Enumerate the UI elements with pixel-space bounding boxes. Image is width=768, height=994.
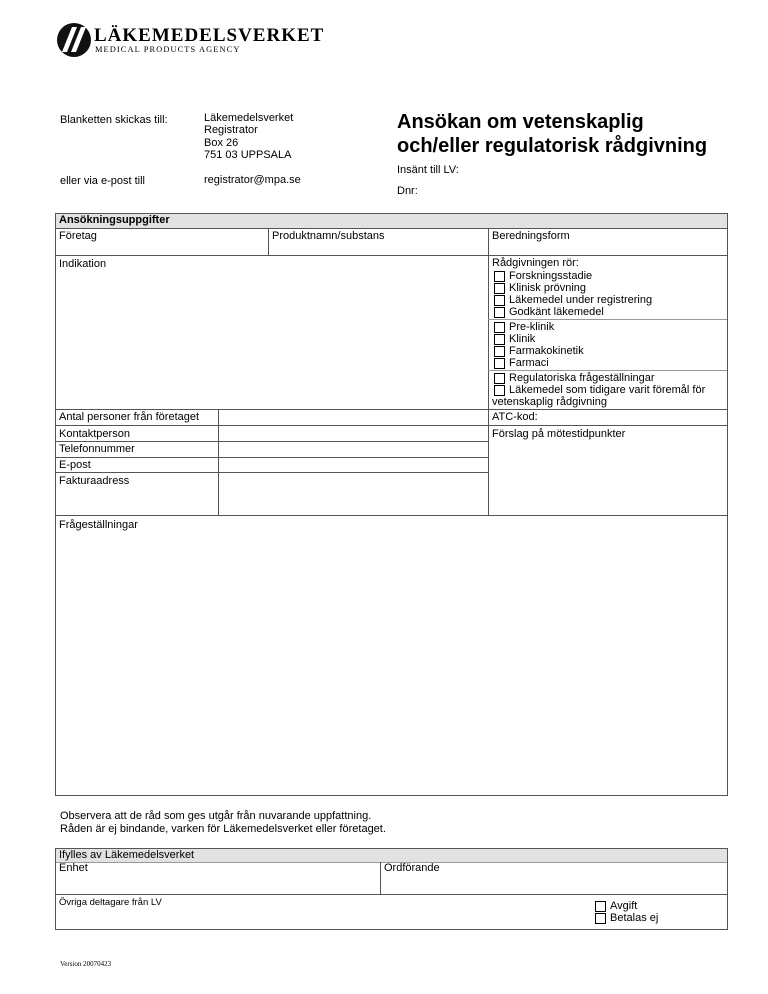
- disclaimer-notice: [60, 810, 386, 835]
- area-checkbox[interactable]: [494, 334, 505, 345]
- fee-checkbox[interactable]: [595, 901, 606, 912]
- stage-option-label: Forskningsstadie: [509, 270, 593, 282]
- other-participants-field[interactable]: Övriga deltagare från LV: [59, 897, 162, 908]
- previous-advice-checkbox[interactable]: [494, 385, 505, 396]
- regulatory-option-label: Regulatoriska frågeställningar: [509, 372, 655, 384]
- agency-name: LÄKEMEDELSVERKET: [94, 25, 325, 46]
- num-persons-input[interactable]: [219, 410, 487, 425]
- no-fee-checkbox[interactable]: [595, 913, 606, 924]
- recipient-address: [204, 112, 293, 162]
- area-checkbox[interactable]: [494, 322, 505, 333]
- meeting-proposal-field[interactable]: Förslag på mötestidpunkter: [492, 428, 626, 440]
- area-checkbox[interactable]: [494, 358, 505, 369]
- area-option-label: Farmaci: [509, 357, 549, 369]
- num-persons-label: Antal personer från företaget: [59, 411, 200, 423]
- stage-option-label: Godkänt läkemedel: [509, 306, 604, 318]
- send-to-label: Blanketten skickas till:: [60, 114, 168, 126]
- agency-logo: [56, 22, 325, 58]
- product-field[interactable]: Produktnamn/substans: [272, 230, 385, 242]
- recipient-line: Registrator: [204, 124, 258, 137]
- area-checkbox[interactable]: [494, 346, 505, 357]
- area-option-label: Pre-klinik: [509, 321, 555, 333]
- dnr-label: Dnr:: [397, 185, 418, 197]
- stage-checkbox[interactable]: [494, 295, 505, 306]
- received-label: Insänt till LV:: [397, 164, 459, 176]
- recipient-line: Läkemedelsverket: [204, 112, 294, 124]
- internal-section-title: Ifylles av Läkemedelsverket: [59, 849, 195, 861]
- fee-option-label: Avgift: [610, 900, 638, 912]
- contact-person-label: Kontaktperson: [59, 428, 130, 440]
- disclaimer-line: Observera att de råd som ges utgår från nuvarande uppfattning.: [60, 810, 372, 822]
- previous-advice-option-label: Läkemedel som tidigare varit föremål för: [509, 384, 706, 396]
- recipient-line: 751 03 UPPSALA: [204, 149, 292, 162]
- email-field-label: E-post: [59, 459, 91, 471]
- email-label: eller via e-post till: [60, 175, 145, 187]
- regulatory-checkbox[interactable]: [494, 373, 505, 384]
- agency-subtitle: MEDICAL PRODUCTS AGENCY: [95, 45, 241, 54]
- stage-option-label: Läkemedel under registrering: [509, 294, 653, 306]
- email-input[interactable]: [219, 458, 487, 472]
- agency-logo-mark-icon: [56, 22, 92, 58]
- area-option-label: Klinik: [509, 333, 536, 345]
- questions-field[interactable]: Frågeställningar: [59, 519, 138, 531]
- invoice-address-input[interactable]: [219, 473, 487, 515]
- registrar-email[interactable]: registrator@mpa.se: [204, 174, 301, 186]
- version-label: Version 20070423: [60, 960, 112, 968]
- form-title-line: Ansökan om vetenskaplig: [397, 111, 644, 133]
- indication-field[interactable]: Indikation: [59, 258, 107, 270]
- chair-field[interactable]: Ordförande: [384, 862, 440, 874]
- formulation-field[interactable]: Beredningsform: [492, 230, 570, 242]
- phone-input[interactable]: [219, 442, 487, 457]
- invoice-address-label: Fakturaadress: [59, 475, 130, 487]
- form-title-line: och/eller regulatorisk rådgivning: [397, 135, 708, 157]
- area-option-label: Farmakokinetik: [509, 345, 584, 357]
- contact-person-input[interactable]: [219, 426, 487, 441]
- stage-option-label: Klinisk prövning: [509, 282, 587, 294]
- no-fee-option-label: Betalas ej: [610, 912, 659, 924]
- previous-advice-option-label-cont: vetenskaplig rådgivning: [492, 396, 607, 408]
- stage-checkbox[interactable]: [494, 271, 505, 282]
- atc-code-field[interactable]: ATC-kod:: [492, 411, 538, 423]
- company-field[interactable]: Företag: [59, 230, 97, 242]
- unit-field[interactable]: Enhet: [59, 862, 88, 874]
- phone-label: Telefonnummer: [59, 443, 135, 455]
- application-section-title: Ansökningsuppgifter: [59, 214, 170, 226]
- stage-checkbox[interactable]: [494, 307, 505, 318]
- form-title: [397, 110, 707, 158]
- disclaimer-line: Råden är ej bindande, varken för Läkemedelsverket eller företaget.: [60, 822, 386, 835]
- stage-checkbox[interactable]: [494, 283, 505, 294]
- recipient-line: Box 26: [204, 136, 239, 149]
- advice-heading: Rådgivningen rör:: [492, 257, 579, 269]
